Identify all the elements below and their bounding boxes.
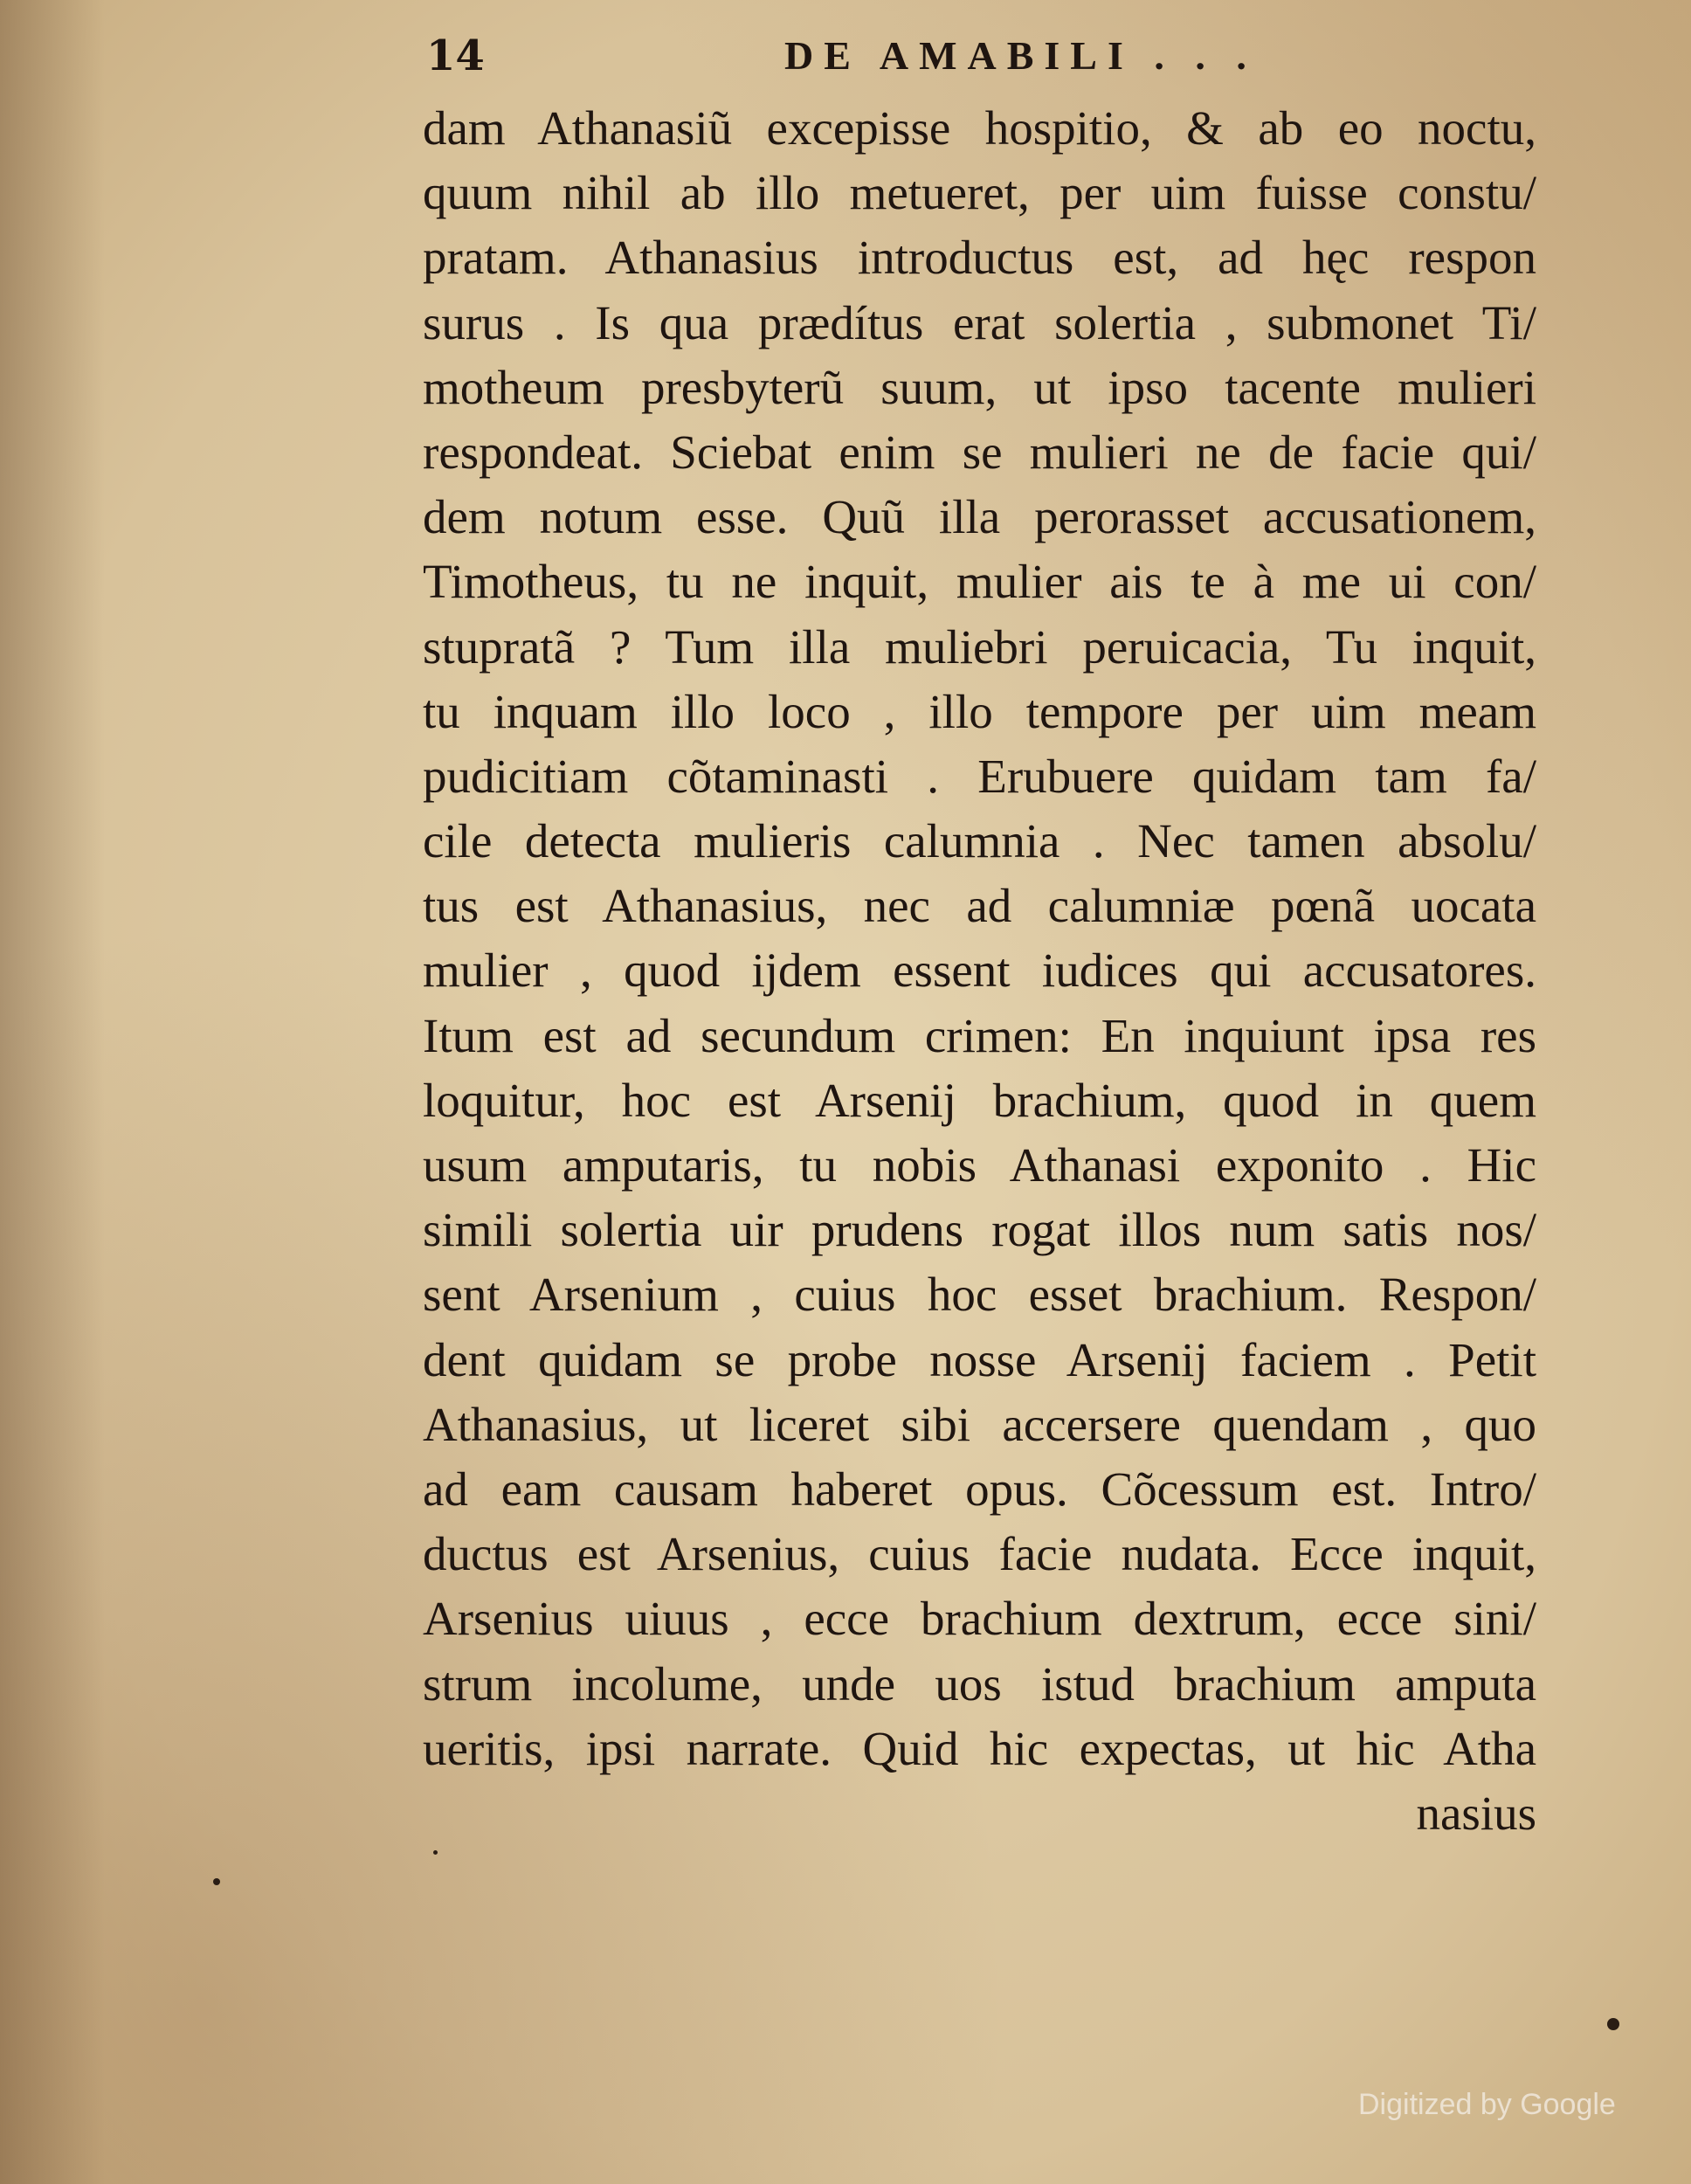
text-line: tu inquam illo loco , illo tempore per uim meam bbox=[423, 684, 1536, 738]
catchword: nasius bbox=[1416, 1786, 1536, 1840]
text-line: pratam. Athanasius introductus est, ad hęc respon bbox=[423, 231, 1536, 285]
text-line: ueritis, ipsi narrate. Quid hic expectas, ut hic Atha bbox=[423, 1721, 1536, 1775]
text-line: dent quidam se probe nosse Arsenij faciem . Petit bbox=[423, 1332, 1536, 1386]
text-line: usum amputaris, tu nobis Athanasi exponito . Hic bbox=[423, 1138, 1536, 1192]
ink-speck bbox=[433, 1850, 438, 1855]
text-line: quum nihil ab illo metueret, per uim fuisse constu/ bbox=[423, 166, 1536, 220]
running-head: DE AMABILI . . . bbox=[784, 33, 1257, 78]
text-line: Athanasius, ut liceret sibi accersere quendam , quo bbox=[423, 1397, 1536, 1451]
text-line: Itum est ad secundum crimen: En inquiunt ipsa res bbox=[423, 1008, 1536, 1062]
page-header bbox=[426, 30, 1536, 82]
text-line: simili solertia uir prudens rogat illos num satis nos/ bbox=[423, 1203, 1536, 1257]
text-line: cile detecta mulieris calumnia . Nec tamen absolu/ bbox=[423, 814, 1536, 868]
text-line: ductus est Arsenius, cuius facie nudata. Ecce inquit, bbox=[423, 1527, 1536, 1581]
text-line: mulier , quod ijdem essent iudices qui accusatores. bbox=[423, 943, 1536, 998]
text-line: Timotheus, tu ne inquit, mulier ais te à me ui con/ bbox=[423, 555, 1536, 609]
catchword-row bbox=[423, 1781, 1536, 1846]
text-line: pudicitiam cõtaminasti . Erubuere quidam tam fa/ bbox=[423, 749, 1536, 803]
text-line: tus est Athanasius, nec ad calumniæ pœnã uocata bbox=[423, 879, 1536, 933]
text-line: strum incolume, unde uos istud brachium amputa bbox=[423, 1656, 1536, 1711]
text-line: Arsenius uiuus , ecce brachium dextrum, ecce sini/ bbox=[423, 1592, 1536, 1646]
text-line: dem notum esse. Quũ illa perorasset accusationem, bbox=[423, 490, 1536, 544]
text-line: ad eam causam haberet opus. Cõcessum est. Intro/ bbox=[423, 1462, 1536, 1516]
ink-speck bbox=[213, 1878, 220, 1885]
page-number: 14 bbox=[426, 31, 485, 80]
body-text bbox=[423, 96, 1536, 1846]
text-line: stupratã ? Tum illa muliebri peruicacia, Tu inquit, bbox=[423, 619, 1536, 674]
ink-speck bbox=[1607, 2018, 1619, 2030]
gutter-shadow bbox=[0, 0, 105, 2184]
text-line: loquitur, hoc est Arsenij brachium, quod in quem bbox=[423, 1073, 1536, 1127]
text-line: sent Arsenium , cuius hoc esset brachium. Respon/ bbox=[423, 1268, 1536, 1322]
text-line: respondeat. Sciebat enim se mulieri ne de facie qui/ bbox=[423, 425, 1536, 479]
digitized-watermark: Digitized by Google bbox=[1358, 2088, 1616, 2121]
text-line: dam Athanasiũ excepisse hospitio, & ab eo noctu, bbox=[423, 101, 1536, 155]
text-line: motheum presbyterũ suum, ut ipso tacente mulieri bbox=[423, 360, 1536, 414]
text-line: surus . Is qua prædítus erat solertia , submonet Ti/ bbox=[423, 295, 1536, 349]
